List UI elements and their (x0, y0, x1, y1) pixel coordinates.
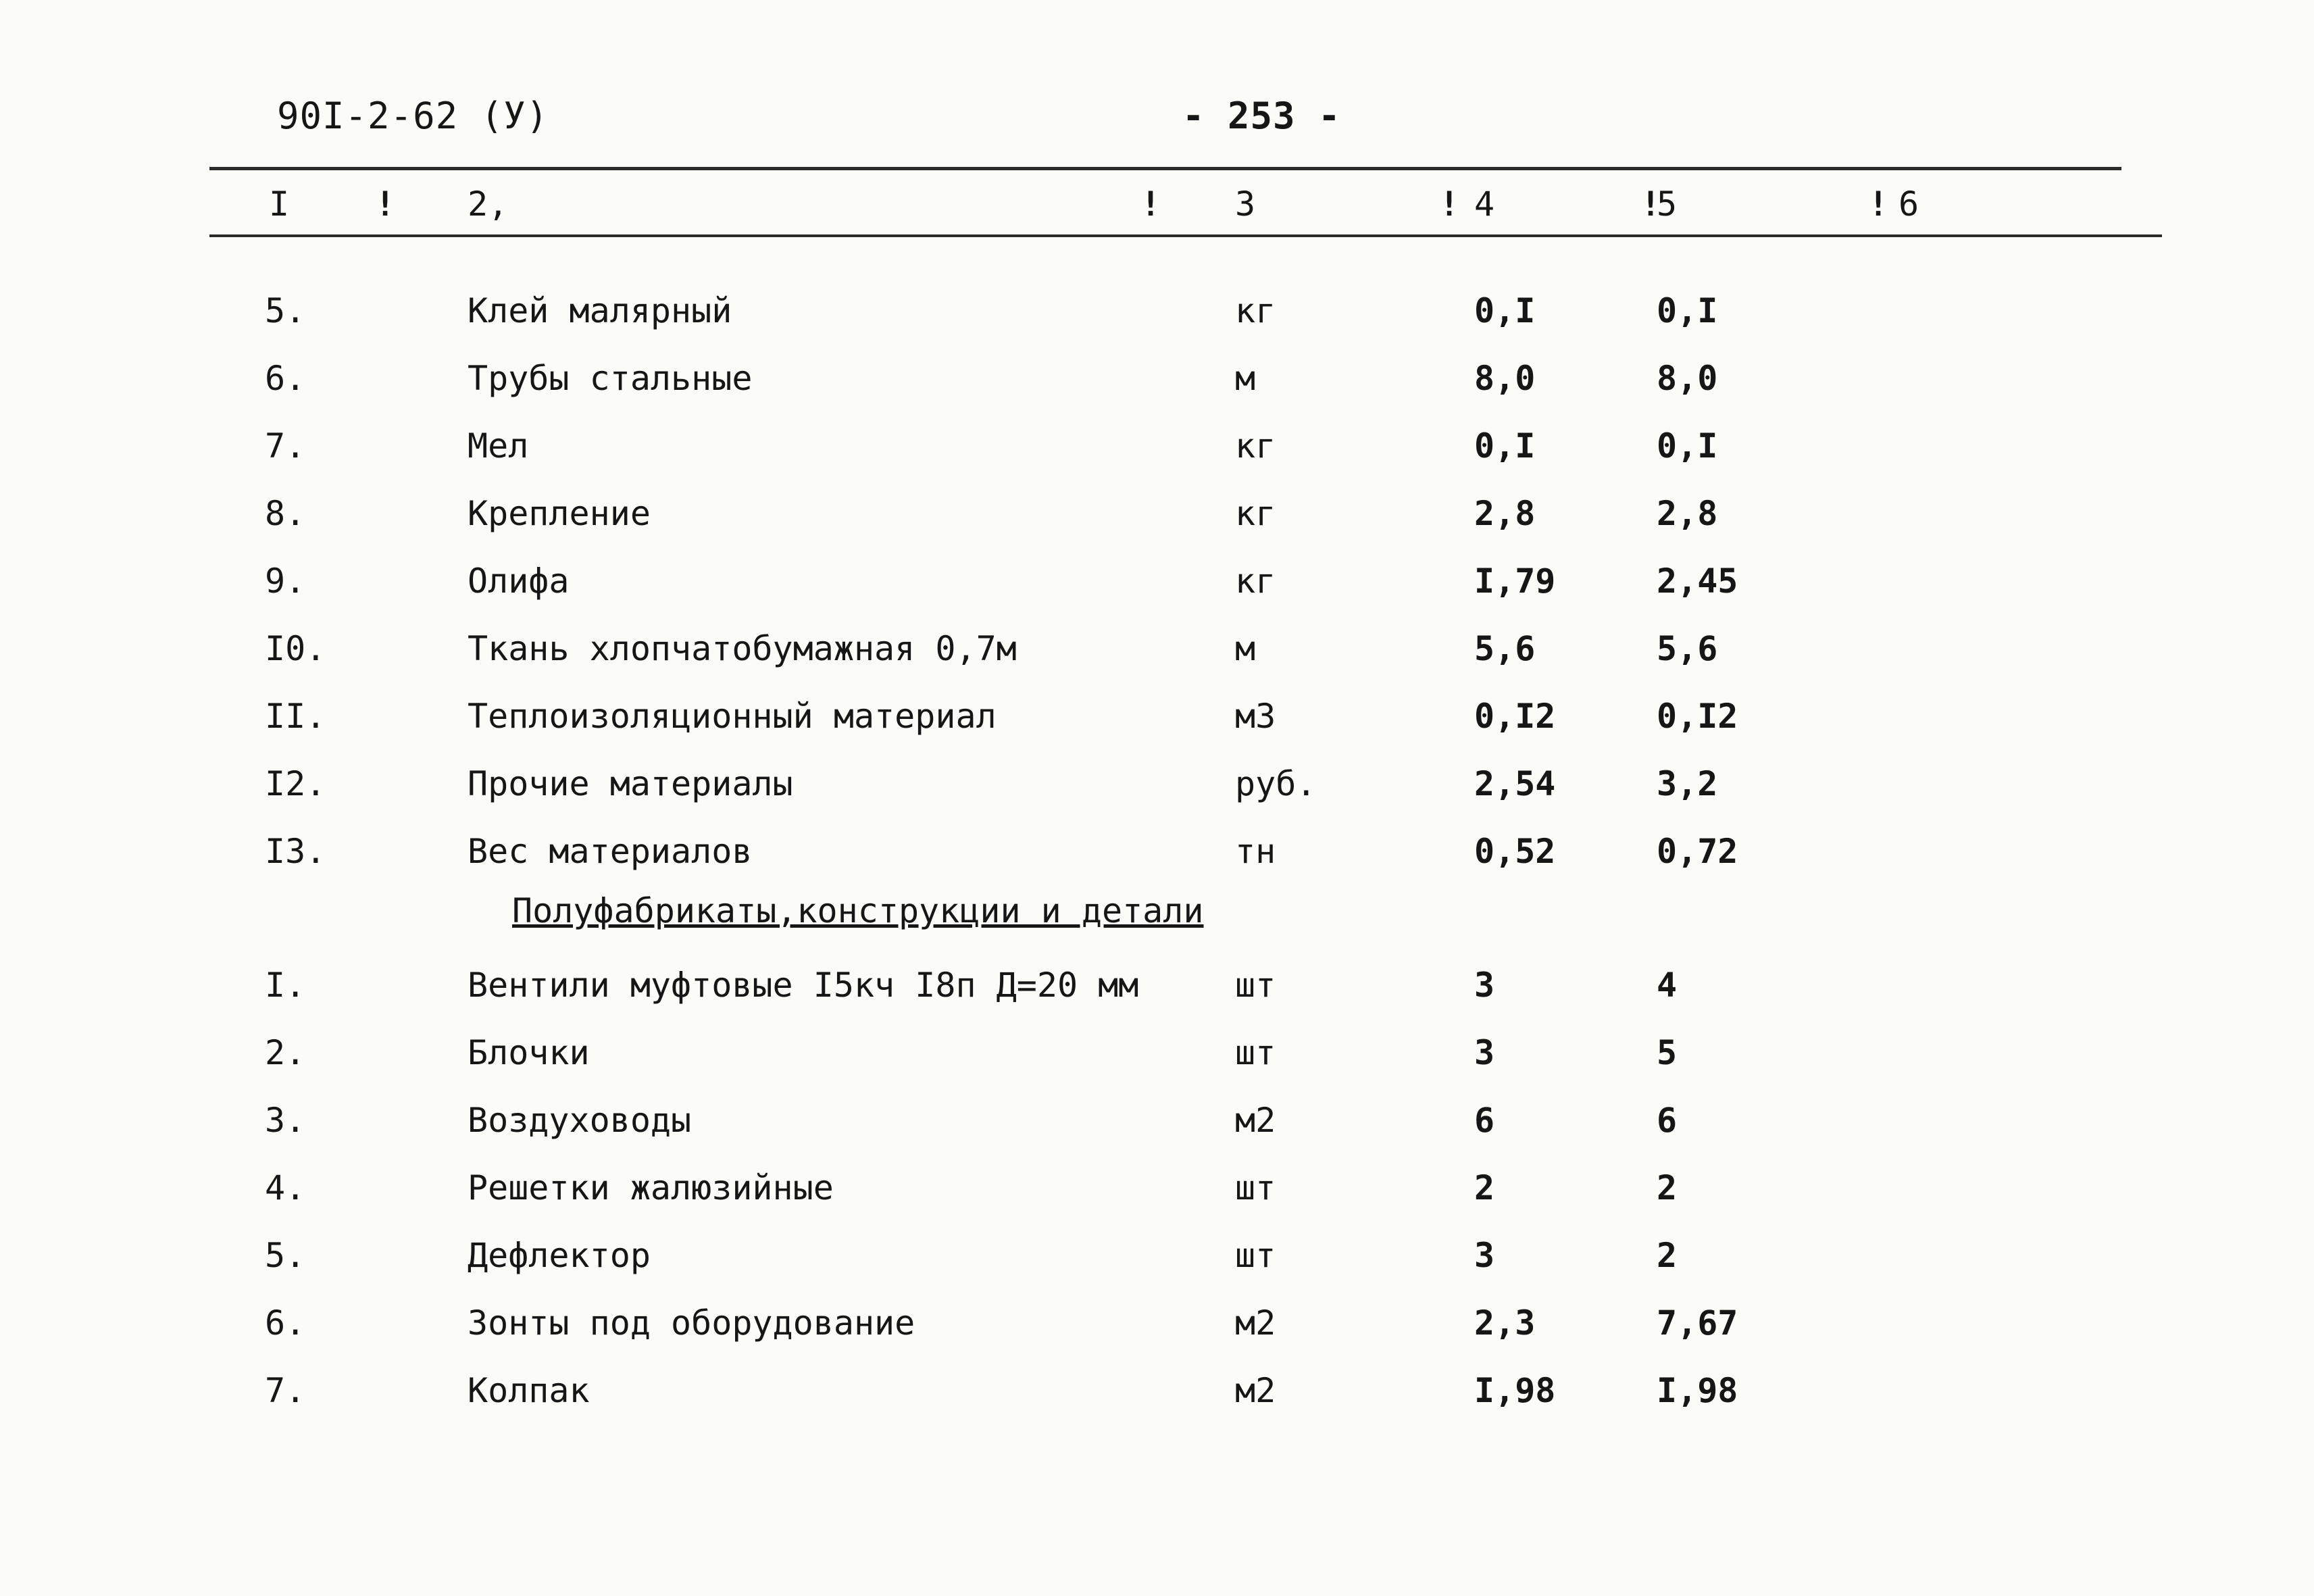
header-rule-top (209, 167, 2121, 170)
row-number: 2. (265, 1033, 306, 1072)
row-value-col5: 4 (1657, 966, 1678, 1005)
row-value-col4: 8,0 (1474, 359, 1536, 398)
row-value-col4: I,98 (1474, 1371, 1556, 1410)
row-name: Ткань хлопчатобумажная 0,7м (468, 629, 1017, 668)
row-unit: м2 (1235, 1303, 1276, 1343)
table-row (0, 1168, 2314, 1235)
row-value-col4: 3 (1474, 966, 1495, 1005)
row-name: Вес материалов (468, 832, 753, 871)
row-value-col4: 0,52 (1474, 832, 1556, 871)
row-number: I3. (265, 832, 326, 871)
row-unit: м2 (1235, 1371, 1276, 1410)
row-value-col5: 2,45 (1657, 562, 1738, 601)
table-row (0, 965, 2314, 1032)
header-rule-bottom (209, 234, 2162, 237)
row-number: II. (265, 697, 326, 736)
row-unit: м (1235, 359, 1256, 398)
row-number: I2. (265, 764, 326, 803)
document-code: 90I-2-62 (У) (277, 95, 549, 137)
row-name: Теплоизоляционный материал (468, 697, 997, 736)
row-value-col4: 6 (1474, 1101, 1495, 1140)
column-header-2: 2, (468, 184, 509, 224)
row-name: Мел (468, 426, 529, 466)
row-value-col5: 0,I (1657, 291, 1718, 330)
row-number: 6. (265, 359, 306, 398)
row-value-col4: 2,54 (1474, 764, 1556, 803)
row-unit: кг (1235, 562, 1276, 601)
table-row (0, 1235, 2314, 1303)
row-unit: кг (1235, 291, 1276, 330)
table-row (0, 1100, 2314, 1168)
row-value-col5: I,98 (1657, 1371, 1738, 1410)
row-name: Прочие материалы (468, 764, 793, 803)
row-unit: шт (1235, 1033, 1276, 1072)
row-value-col5: 6 (1657, 1101, 1678, 1140)
column-header-3: 3 (1235, 184, 1256, 224)
row-name: Вентили муфтовые I5кч I8п Д=20 мм (468, 966, 1139, 1005)
row-number: 5. (265, 291, 306, 330)
row-value-col4: I,79 (1474, 562, 1556, 601)
table-row (0, 291, 2314, 358)
row-value-col5: 2 (1657, 1236, 1678, 1275)
column-header-1: I (269, 184, 290, 224)
row-value-col4: 2 (1474, 1168, 1495, 1207)
row-value-col4: 2,3 (1474, 1303, 1536, 1343)
column-separator: ! (375, 184, 396, 224)
table-row (0, 1370, 2314, 1438)
row-number: 8. (265, 494, 306, 533)
row-name: Воздуховоды (468, 1101, 692, 1140)
table-row (0, 1032, 2314, 1100)
section-title: Полуфабрикаты,конструкции и детали (512, 891, 1204, 930)
row-number: 6. (265, 1303, 306, 1343)
row-value-col5: 0,I (1657, 426, 1718, 466)
row-value-col4: 0,I2 (1474, 697, 1556, 736)
row-unit: м3 (1235, 697, 1276, 736)
row-unit: м2 (1235, 1101, 1276, 1140)
row-name: Крепление (468, 494, 651, 533)
row-value-col4: 3 (1474, 1033, 1495, 1072)
row-value-col5: 8,0 (1657, 359, 1718, 398)
row-name: Колпак (468, 1371, 590, 1410)
row-name: Решетки жалюзийные (468, 1168, 834, 1207)
page-number: - 253 - (1182, 95, 1341, 137)
row-number: 3. (265, 1101, 306, 1140)
column-header-4: 4 (1474, 184, 1495, 224)
column-separator: ! (1868, 184, 1889, 224)
row-value-col5: 2 (1657, 1168, 1678, 1207)
table-row (0, 358, 2314, 426)
row-value-col5: 2,8 (1657, 494, 1718, 533)
row-unit: тн (1235, 832, 1276, 871)
row-unit: шт (1235, 1168, 1276, 1207)
row-name: Трубы стальные (468, 359, 753, 398)
row-unit: кг (1235, 494, 1276, 533)
row-unit: кг (1235, 426, 1276, 466)
row-unit: шт (1235, 966, 1276, 1005)
row-value-col5: 0,72 (1657, 832, 1738, 871)
table-row (0, 561, 2314, 628)
row-name: Блочки (468, 1033, 590, 1072)
row-unit: шт (1235, 1236, 1276, 1275)
row-number: 5. (265, 1236, 306, 1275)
table-row (0, 764, 2314, 831)
row-value-col4: 3 (1474, 1236, 1495, 1275)
row-value-col5: 5,6 (1657, 629, 1718, 668)
row-value-col5: 5 (1657, 1033, 1678, 1072)
column-header-5: 5 (1657, 184, 1678, 224)
row-value-col5: 7,67 (1657, 1303, 1738, 1343)
row-name: Олифа (468, 562, 570, 601)
row-number: 7. (265, 1371, 306, 1410)
table-row (0, 426, 2314, 493)
row-number: 4. (265, 1168, 306, 1207)
column-separator: ! (1140, 184, 1161, 224)
row-value-col4: 0,I (1474, 426, 1536, 466)
row-name: Зонты под оборудование (468, 1303, 915, 1343)
row-number: I. (265, 966, 306, 1005)
table-row (0, 696, 2314, 764)
row-number: 7. (265, 426, 306, 466)
table-row (0, 493, 2314, 561)
row-value-col5: 3,2 (1657, 764, 1718, 803)
column-separator: ! (1640, 184, 1661, 224)
row-value-col4: 2,8 (1474, 494, 1536, 533)
row-number: 9. (265, 562, 306, 601)
row-number: I0. (265, 629, 326, 668)
column-header-6: 6 (1898, 184, 1919, 224)
row-name: Клей малярный (468, 291, 732, 330)
row-name: Дефлектор (468, 1236, 651, 1275)
table-row (0, 831, 2314, 899)
row-unit: руб. (1235, 764, 1317, 803)
table-row (0, 1303, 2314, 1370)
row-value-col4: 5,6 (1474, 629, 1536, 668)
row-value-col4: 0,I (1474, 291, 1536, 330)
table-row (0, 628, 2314, 696)
row-value-col5: 0,I2 (1657, 697, 1738, 736)
column-separator: ! (1439, 184, 1460, 224)
row-unit: м (1235, 629, 1256, 668)
